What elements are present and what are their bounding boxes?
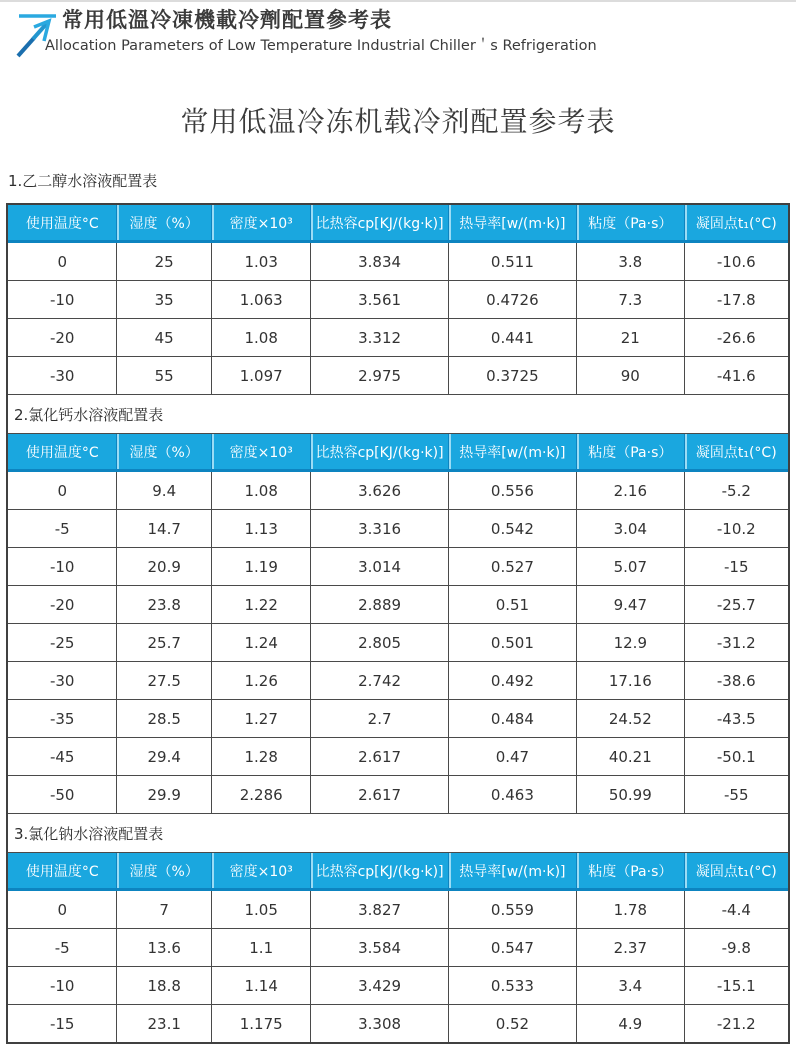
table-cell: 3.626 [310, 472, 447, 509]
table-cell: 55 [116, 357, 211, 394]
table-cell: 1.22 [211, 586, 310, 623]
table-cell: -15 [49, 1014, 75, 1033]
table-row [8, 509, 788, 547]
table-cell: -15.1 [684, 967, 788, 1004]
table-cell: -50 [49, 785, 75, 804]
table-cell: -21.2 [684, 1005, 788, 1042]
tables-block [6, 203, 790, 1044]
table-cell: 7 [116, 891, 211, 928]
table-cell: -41.6 [684, 357, 788, 394]
column-header: 密度×10³ [211, 205, 310, 240]
column-header: 热导率[w/(m·k)] [448, 205, 576, 240]
table-cell: -30 [49, 671, 75, 690]
table-header-row [8, 853, 788, 891]
section-label-2: 2.氯化钙水溶液配置表 [8, 394, 788, 434]
table-cell: 0.4726 [448, 281, 576, 318]
column-header: 热导率[w/(m·k)] [448, 434, 576, 469]
table-cell: 50.99 [576, 776, 683, 813]
table-cell: 24.52 [576, 700, 683, 737]
table-cell: 0.3725 [448, 357, 576, 394]
table-cell: 0.511 [448, 243, 576, 280]
table-row [8, 737, 788, 775]
column-header: 凝固点t₁(°C) [684, 205, 788, 240]
table-cell: 3.561 [310, 281, 447, 318]
column-header: 热导率[w/(m·k)] [448, 853, 576, 888]
column-header: 比热容cp[KJ/(kg·k)] [310, 434, 447, 469]
table-row [8, 891, 788, 928]
table-cell: 0.52 [448, 1005, 576, 1042]
table-cell: 13.6 [116, 929, 211, 966]
table-cell: -10 [49, 290, 75, 309]
table-cell: 90 [576, 357, 683, 394]
table-cell: 28.5 [116, 700, 211, 737]
table-cell: 1.08 [211, 319, 310, 356]
table-cell: 1.08 [211, 472, 310, 509]
table-cell: -5 [54, 519, 70, 538]
table-cell: 0.542 [448, 510, 576, 547]
table-cell: -43.5 [684, 700, 788, 737]
table-cell: 0 [57, 252, 67, 271]
table-row [8, 699, 788, 737]
column-header: 密度×10³ [211, 434, 310, 469]
table-cell: 0.47 [448, 738, 576, 775]
column-header: 凝固点t₁(°C) [684, 853, 788, 888]
table-cell: 23.1 [116, 1005, 211, 1042]
column-header: 湿度（%） [116, 434, 211, 469]
table-row [8, 585, 788, 623]
table-row [8, 318, 788, 356]
table-cell: -20 [49, 328, 75, 347]
table-cell: 3.827 [310, 891, 447, 928]
table-cell: 0 [57, 900, 67, 919]
table-cell: 14.7 [116, 510, 211, 547]
table-cell: 0.559 [448, 891, 576, 928]
table-cell: 1.14 [211, 967, 310, 1004]
table-cell: 1.13 [211, 510, 310, 547]
table-cell: 0.484 [448, 700, 576, 737]
table-cell: -20 [49, 595, 75, 614]
banner-subtitle: Allocation Parameters of Low Temperature Industrial Chiller＇s Refrigeration [45, 38, 597, 54]
column-header: 使用温度°C [8, 205, 116, 240]
table-row [8, 661, 788, 699]
table-cell: 3.4 [576, 967, 683, 1004]
column-header: 使用温度°C [8, 853, 116, 888]
table-cell: 3.308 [310, 1005, 447, 1042]
table-cell: 27.5 [116, 662, 211, 699]
table-cell: -38.6 [684, 662, 788, 699]
table-cell: 0.547 [448, 929, 576, 966]
table-cell: -15 [684, 548, 788, 585]
table-row [8, 280, 788, 318]
table-cell: 1.03 [211, 243, 310, 280]
table-cell: 3.429 [310, 967, 447, 1004]
top-banner [0, 8, 796, 66]
table-cell: 2.37 [576, 929, 683, 966]
table-cell: 25.7 [116, 624, 211, 661]
table-cell: 0.441 [448, 319, 576, 356]
table-row [8, 356, 788, 394]
table-cell: -31.2 [684, 624, 788, 661]
table-cell: 23.8 [116, 586, 211, 623]
table-cell: 2.805 [310, 624, 447, 661]
table-cell: 1.175 [211, 1005, 310, 1042]
table-cell: 9.4 [116, 472, 211, 509]
table-cell: 3.8 [576, 243, 683, 280]
table-cell: 0.492 [448, 662, 576, 699]
column-header: 比热容cp[KJ/(kg·k)] [310, 205, 447, 240]
table-cell: 2.16 [576, 472, 683, 509]
table-cell: 3.834 [310, 243, 447, 280]
table-cell: -55 [684, 776, 788, 813]
table-row [8, 243, 788, 280]
table-cell: 0.527 [448, 548, 576, 585]
table-cell: 2.742 [310, 662, 447, 699]
page-top-edge [0, 0, 796, 2]
section-label-3: 3.氯化钠水溶液配置表 [8, 813, 788, 853]
table-row [8, 472, 788, 509]
table-row [8, 547, 788, 585]
table-cell: -10 [49, 976, 75, 995]
table-cell: -26.6 [684, 319, 788, 356]
table-cell: 1.28 [211, 738, 310, 775]
table-cell: 2.975 [310, 357, 447, 394]
table-row [8, 775, 788, 813]
table-cell: 2.617 [310, 738, 447, 775]
table-cell: -10.6 [684, 243, 788, 280]
column-header: 使用温度°C [8, 434, 116, 469]
table-cell: 0 [57, 481, 67, 500]
table-cell: 9.47 [576, 586, 683, 623]
table-cell: 18.8 [116, 967, 211, 1004]
table-cell: 7.3 [576, 281, 683, 318]
table-cell: -9.8 [684, 929, 788, 966]
table-cell: 3.04 [576, 510, 683, 547]
table-cell: -5.2 [684, 472, 788, 509]
table-row [8, 623, 788, 661]
table-cell: 3.312 [310, 319, 447, 356]
table-cell: 1.27 [211, 700, 310, 737]
table-cell: 2.7 [310, 700, 447, 737]
table-cell: 0.556 [448, 472, 576, 509]
table-cell: 40.21 [576, 738, 683, 775]
table-row [8, 928, 788, 966]
table-cell: 1.1 [211, 929, 310, 966]
table-cell: 5.07 [576, 548, 683, 585]
table-row [8, 966, 788, 1004]
column-header: 湿度（%） [116, 205, 211, 240]
table-cell: 1.78 [576, 891, 683, 928]
table-header-row [8, 434, 788, 472]
table-cell: -50.1 [684, 738, 788, 775]
table-cell: 1.05 [211, 891, 310, 928]
table-cell: 1.24 [211, 624, 310, 661]
page-title: 常用低温冷冻机载冷剂配置参考表 [180, 105, 616, 138]
table-cell: 3.014 [310, 548, 447, 585]
table-cell: -4.4 [684, 891, 788, 928]
column-header: 粘度（Pa·s） [576, 205, 683, 240]
table-cell: 2.889 [310, 586, 447, 623]
table-cell: 20.9 [116, 548, 211, 585]
column-header: 比热容cp[KJ/(kg·k)] [310, 853, 447, 888]
table-cell: 3.316 [310, 510, 447, 547]
column-header: 湿度（%） [116, 853, 211, 888]
table-cell: -17.8 [684, 281, 788, 318]
table-cell: 0.463 [448, 776, 576, 813]
table-cell: 0.533 [448, 967, 576, 1004]
table-cell: 45 [116, 319, 211, 356]
column-header: 密度×10³ [211, 853, 310, 888]
table-cell: 1.097 [211, 357, 310, 394]
table-cell: 1.26 [211, 662, 310, 699]
table-cell: 4.9 [576, 1005, 683, 1042]
table-cell: 17.16 [576, 662, 683, 699]
column-header: 凝固点t₁(°C) [684, 434, 788, 469]
column-header: 粘度（Pa·s） [576, 434, 683, 469]
section-label-1: 1.乙二醇水溶液配置表 [8, 172, 158, 190]
table-row [8, 1004, 788, 1042]
table-cell: 12.9 [576, 624, 683, 661]
table-cell: 35 [116, 281, 211, 318]
table-cell: 21 [576, 319, 683, 356]
table-cell: 2.617 [310, 776, 447, 813]
table-cell: 29.4 [116, 738, 211, 775]
column-header: 粘度（Pa·s） [576, 853, 683, 888]
table-cell: 2.286 [211, 776, 310, 813]
table-cell: -5 [54, 938, 70, 957]
table-cell: -35 [49, 709, 75, 728]
table-header-row [8, 205, 788, 243]
table-cell: -10.2 [684, 510, 788, 547]
table-cell: -45 [49, 747, 75, 766]
table-cell: 1.063 [211, 281, 310, 318]
table-cell: 3.584 [310, 929, 447, 966]
table-cell: 29.9 [116, 776, 211, 813]
table-cell: -10 [49, 557, 75, 576]
table-cell: -25 [49, 633, 75, 652]
table-cell: 0.51 [448, 586, 576, 623]
table-cell: 1.19 [211, 548, 310, 585]
table-cell: 0.501 [448, 624, 576, 661]
table-cell: 25 [116, 243, 211, 280]
table-cell: -30 [49, 366, 75, 385]
table-cell: -25.7 [684, 586, 788, 623]
banner-title: 常用低溫冷凍機載冷劑配置參考表 [62, 8, 392, 32]
